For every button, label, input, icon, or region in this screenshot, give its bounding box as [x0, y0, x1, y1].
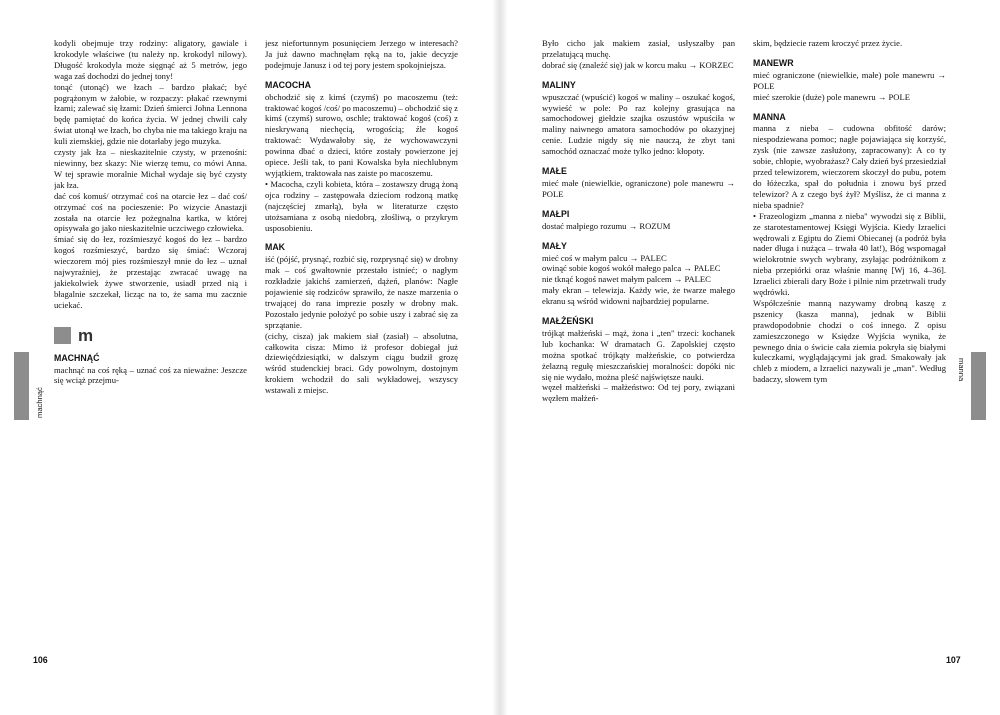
- entry-paragraph: jesz niefortunnym posunięciem Jerzego w interesach? Ja już dawno machnęłam ręką na to, jakie decyzje podejmuje Janusz i od tej pory jestem spokojniejsza.: [265, 38, 458, 70]
- entry-paragraph: manna z nieba – cudowna obfitość darów; niespodziewana pomoc; nagłe pojawiająca się korzyść, zysk (nie zawsze zasłużony, zapracowany): A co ty sobie, chłopie, wyobrażasz? Cały dzień byś przesiedział przed telewizorem, wieczorem skoczył do pubu, potem do łóżeczka, spał do południa i znowu byś przed telewizor? A z czego byś żył? Myślisz, że ci manna z nieba spadnie?: [753, 123, 946, 210]
- entry-paragraph: obchodzić się z kimś (czymś) po macoszemu (też: traktować kogoś /coś/ po macoszemu) – obchodzić się z kimś (czymś) surowo, oschle; traktować kogoś (coś) z nieskrywaną niechęcią, wrogością; źle kogoś traktować: Wydawałoby się, że wychowawczyni powinna dbać o dzieci, które zostały powierzone jej opiece. Jeśli tak, to pani Kowalska była niechlubnym wyjątkiem, traktowała nas zaiste po macoszemu.: [265, 91, 458, 178]
- entry-paragraph: wpuszczać (wpuścić) kogoś w maliny – oszukać kogoś, wywieść w pole: Po raz kolejny grasująca na samochodowej giełdzie szajka oszustów wpuściła w maliny naiwnego amatora samochodów po okazyjnej cenie. Ludzie nigdy się nie nauczą, że zbyt tani samochód oznaczać może tylko jedno: kłopoty.: [542, 91, 735, 157]
- entry-paragraph: trójkąt małżeński – mąż, żona i „ten" trzeci: kochanek lub kochanka: W dramatach G. Zapolskiej często można spotkać trójkąty małżeńskie, co potwierdza żelazną regułę mieszczańskiej moralności: dopóki nic się nie wydało, można pleść najświętsze nauki.: [542, 327, 735, 382]
- entry-headword: MACHNĄĆ: [54, 352, 100, 363]
- entry-headword: MAK: [265, 242, 286, 253]
- entry-paragraph: machnąć na coś ręką – uznać coś za nieważne: Jeszcze się wciąż przejmu-: [54, 364, 247, 386]
- entry-headword: MAŁY: [542, 240, 567, 251]
- entry-paragraph: mieć coś w małym palcu → PALEC: [542, 252, 667, 263]
- entry-paragraph: mieć szerokie (duże) pole manewru → POLE: [753, 91, 911, 102]
- entry-paragraph: czysty jak łza – nieskazitelnie czysty, w przenośni: niewinny, bez skazy: Nie wierzę temu, co mówi Anna. W tej sprawie moralnie Michał wydaje się być czysty jak łza.: [54, 147, 247, 190]
- text-columns-left: [54, 38, 458, 668]
- entry-headword: MAŁE: [542, 166, 567, 177]
- text-column: [54, 38, 247, 668]
- entry-headword: MAŁŻEŃSKI: [542, 316, 594, 327]
- text-column: [753, 38, 946, 668]
- entry-paragraph: mieć ograniczone (niewielkie, małe) pole manewru → POLE: [753, 69, 946, 91]
- text-column: [542, 38, 735, 668]
- entry-paragraph: iść (pójść, prysnąć, rozbić się, rozprysnąć się) w drobny mak – coś gwałtownie przestało istnieć; o nagłym rozkładzie jakichś zamierzeń, dążeń, planów: Nagłe pojawienie się rodziców sprawiło, że nasze marzenia o trwającej do rana imprezie poszły w drobny mak. Pozostało jedynie położyć po sobie uszy i zabrać się za sprzątanie.: [265, 254, 458, 330]
- tab-label-right: manna: [957, 358, 966, 382]
- entry-paragraph: owinąć sobie kogoś wokół małego palca → PALEC: [542, 263, 721, 274]
- letter-glyph: m: [78, 325, 94, 345]
- tab-label-left: machnąć: [35, 387, 44, 418]
- entry-paragraph: Było cicho jak makiem zasiał, usłyszałby pan przelatującą muchę.: [542, 38, 735, 59]
- letter-square-icon: [54, 327, 71, 344]
- entry-headword: MACOCHA: [265, 79, 311, 90]
- entry-paragraph: dać coś komuś/ otrzymać coś na otarcie łez – dać coś/ otrzymać coś na pocieszenie: Po wizycie Anastazji została na otarcie łez pożegnalna kartka, w której opisywała go jako nieskazitelnie uczciwego człowieka.: [54, 190, 247, 234]
- page-number-left: 106: [33, 655, 48, 665]
- entry-paragraph: kodyli obejmuje trzy rodziny: aligatory, gawiale i krokodyle właściwe (tu należy np. krokodyl nilowy). Długość krokodyla może sięgnąć aż 5 metrów, jego waga zaś dochodzi do jednej tony!: [54, 38, 247, 81]
- entry-paragraph: (cichy, cisza) jak makiem siał (zasiał) – absolutna, całkowita cisza: Mimo iż profesor dobiegał już dziewięćdziesiątki, w dalszym ciągu budził grozę wśród studenckiej braci. Gdy powolnym, dostojnym krokiem wchodził do sali wykładowej, wszyscy wstawali z miejsc.: [265, 330, 458, 396]
- entry-headword: MANNA: [753, 111, 786, 122]
- entry-paragraph: • Frazeologizm „manna z nieba" wywodzi się z Biblii, ze starotestamentowej Księgi Wyjścia. Kiedy Izraelici wędrowali z Egiptu do Ziemi Obiecanej (a podróż była nader długa i nużąca – trwała 40 lat!), Bóg wspomagał wielokrotnie swych wybrany, zsyłając podróżnikom z nieba przepiórki oraz właśnie mannę [Wj 16, 4–36]. Izraelici zbierali dary Boże i pilnie nim przetrwali trudy wędrówki.: [753, 210, 946, 298]
- entry-paragraph: węzeł małżeński – małżeństwo: Od tej pory, związani węzłem małżeń-: [542, 382, 735, 404]
- entry-headword: MANEWR: [753, 57, 794, 68]
- text-column: [265, 38, 458, 668]
- text-columns-right: [542, 38, 946, 668]
- entry-paragraph: tonąć (utonąć) we łzach – bardzo płakać; być pogrążonym w żałobie, w rozpaczy: płakać rzewnymi łzami; zalewać się łzami: Dzień śmierci Johna Lennona będę pamiętać do końca życia. W jednej chwili cały świat utonął we łzach, bo chyba nie ma takiego kraju na kuli ziemskiej, gdzie nie dotarłaby jego muzyka.: [54, 81, 247, 147]
- entry-paragraph: • Macocha, czyli kobieta, która – zostawszy drugą żoną ojca rodziny – zastępowała dzieciom rodzoną matkę (najczęściej zmarłą), była w literaturze często utożsamiana z osobą niedobrą, złośliwą, o przykrym usposobieniu.: [265, 178, 458, 233]
- entry-paragraph: Współcześnie manną nazywamy drobną kaszę z pszenicy (kasza manna), jednak w Biblii prawdopodobnie chodzi o coś innego. Z opisu zamieszczonego w Księdze Wyjścia wynika, że pewnego dnia o świcie cała ziemia pokryła się białymi kuleczkami, wyglądającymi jak grad. Smakowały jak chleb z miodem, a Izraelici nazywali je „man". Według badaczy, słowem tym: [753, 297, 946, 385]
- page-number-right: 107: [946, 655, 961, 665]
- letter-section-marker: [54, 327, 247, 344]
- entry-paragraph: nie tknąć kogoś nawet małym palcem → PALEC: [542, 274, 711, 285]
- entry-paragraph: śmiać się do łez, rozśmieszyć kogoś do łez – bardzo kogoś rozśmieszyć, bardzo się śmiać: Wczoraj wieczorem mój pies rozśmieszył mnie do łez – uznał najwyraźniej, że przestając zwracać uwagę na jakiekolwiek żywe stworzenie, usiadł przed nią i błagalnie szczekał, licząc na to, że sama mu zacznie uciekać.: [54, 234, 247, 310]
- entry-paragraph: mieć małe (niewielkie, ograniczone) pole manewru → POLE: [542, 177, 735, 199]
- thumb-tab-right: [971, 352, 986, 420]
- entry-paragraph: dobrać się (znaleźć się) jak w korcu maku → KORZEC: [542, 59, 734, 70]
- entry-paragraph: dostać małpiego rozumu → ROZUM: [542, 220, 671, 231]
- entry-paragraph: skim, będziecie razem kroczyć przez życie.: [753, 38, 903, 48]
- entry-paragraph: mały ekran – telewizja. Każdy wie, że twarze małego ekranu są wśród widowni najbardziej popularne.: [542, 285, 735, 307]
- thumb-tab-left: [14, 352, 29, 420]
- entry-headword: MAŁPI: [542, 208, 570, 219]
- entry-headword: MALINY: [542, 79, 576, 90]
